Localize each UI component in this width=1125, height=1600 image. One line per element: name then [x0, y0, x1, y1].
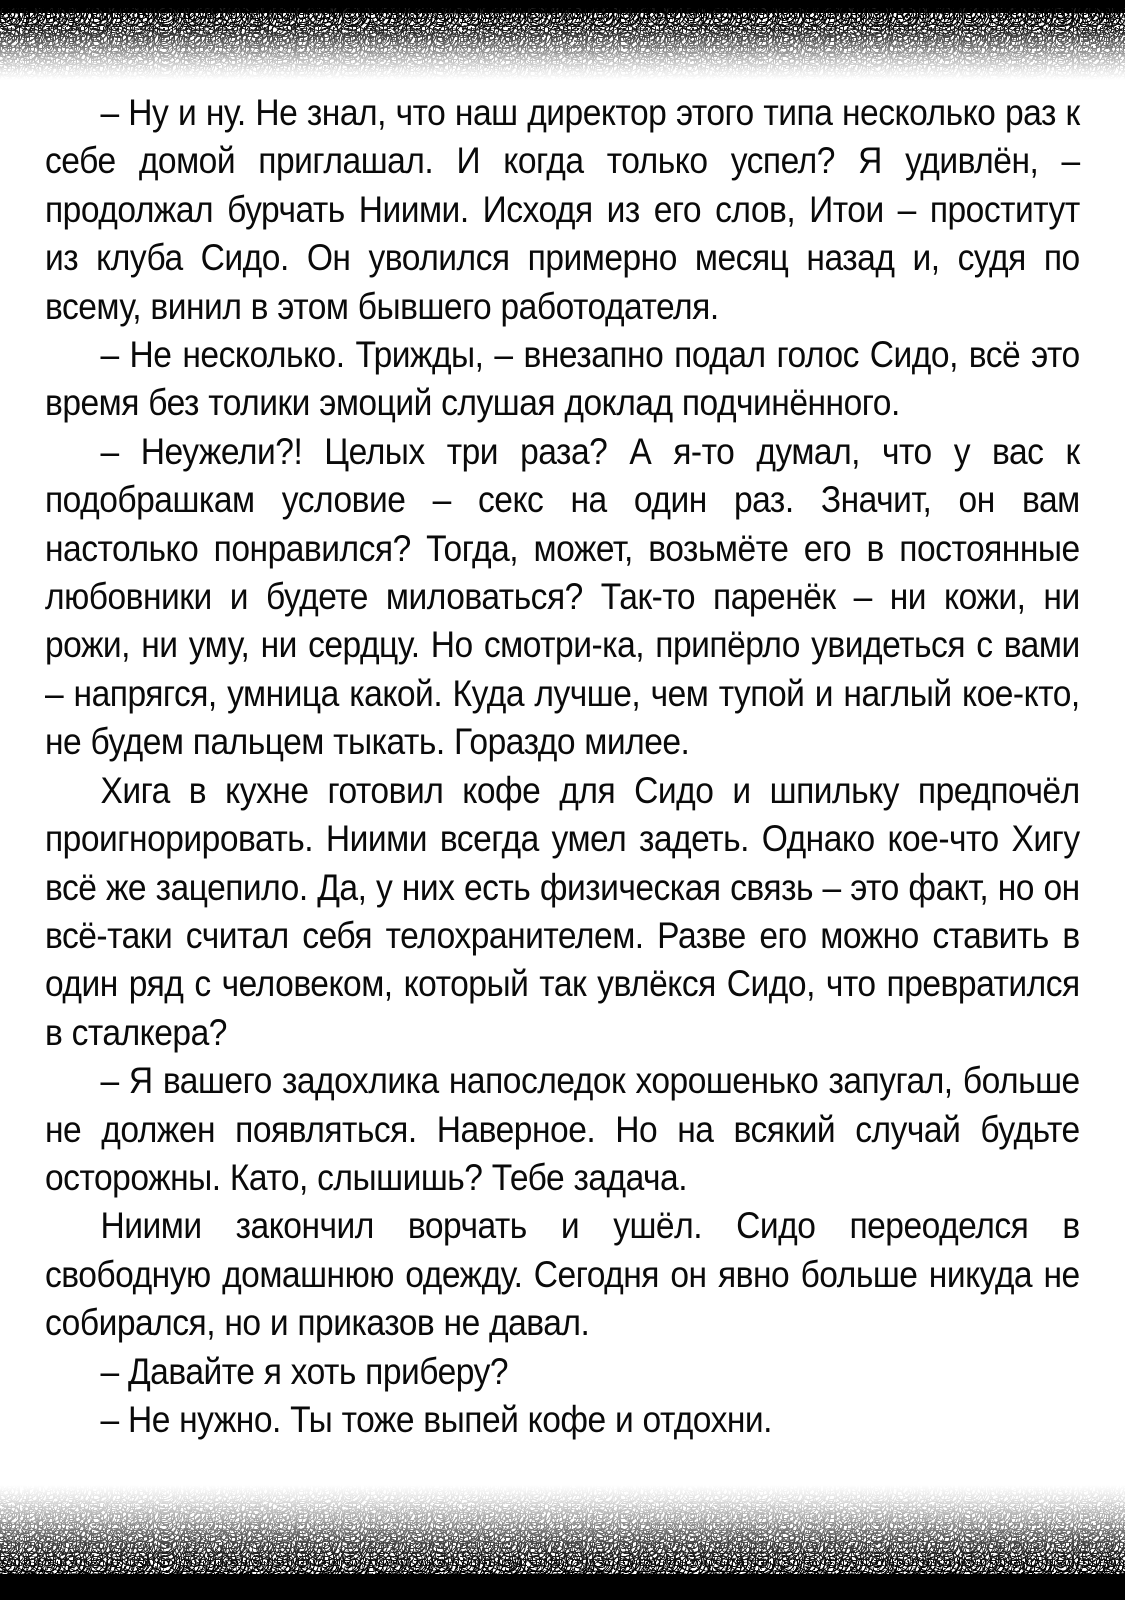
paragraph-8: – Не нужно. Ты тоже выпей кофе и отдохни.	[100, 1397, 773, 1440]
paragraph-2: – Не несколько. Трижды, – внезапно подал голос Сидо, всё это время без толики эмоций слушая доклад подчинённого.	[45, 333, 1080, 424]
paragraph-4: Хига в кухне готовил кофе для Сидо и шпильку предпочёл проигнорировать. Ниими всегда умел задеть. Однако кое-что Хигу всё же зацепило. Да, у них есть физическая связь – это факт, но он всё-таки считал себя телохранителем. Разве его можно ставить в один ряд с человеком, который так увлёкся Сидо, что превратился в сталкера?	[45, 768, 1080, 1053]
bottom-solid-bar	[0, 1574, 1125, 1600]
paragraph-7: – Давайте я хоть приберу?	[100, 1349, 509, 1392]
paragraph-6: Ниими закончил ворчать и ушёл. Сидо переоделся в свободную домашнюю одежду. Сегодня он явно больше никуда не собирался, но и приказов не давал.	[45, 1204, 1080, 1344]
top-grain-texture	[0, 8, 1125, 80]
top-solid-bar	[0, 0, 1125, 13]
bottom-grain-texture	[0, 1485, 1125, 1584]
page-bottom-grain-border	[0, 1485, 1125, 1600]
page-text-column	[45, 88, 1080, 1443]
paragraph-3: – Неужели?! Целых три раза? А я-то думал, что у вас к подобрашкам условие – секс на один раз. Значит, он вам настолько понравился? Тогда, может, возьмёте его в постоянные любовники и будете миловаться? Так-то паренёк – ни кожи, ни рожи, ни уму, ни сердцу. Но смотри-ка, припёрло увидеться с вами – напрягся, умница какой. Куда лучше, чем тупой и наглый кое-кто, не будем пальцем тыкать. Гораздо милее.	[45, 429, 1080, 763]
paragraph-5: – Я вашего задохлика напоследок хорошенько запугал, больше не должен появляться. Наверное. Но на всякий случай будьте осторожны. Като, слышишь? Тебе задача.	[45, 1059, 1080, 1198]
page-top-grain-border	[0, 0, 1125, 80]
paragraph-1: – Ну и ну. Не знал, что наш директор этого типа несколько раз к себе домой приглашал. И когда только успел? Я удивлён, – продолжал бурчать Ниими. Исходя из его слов, Итои – проститут из клуба Сидо. Он уволился примерно месяц назад и, судя по всему, винил в этом бывшего работодателя.	[45, 91, 1080, 327]
